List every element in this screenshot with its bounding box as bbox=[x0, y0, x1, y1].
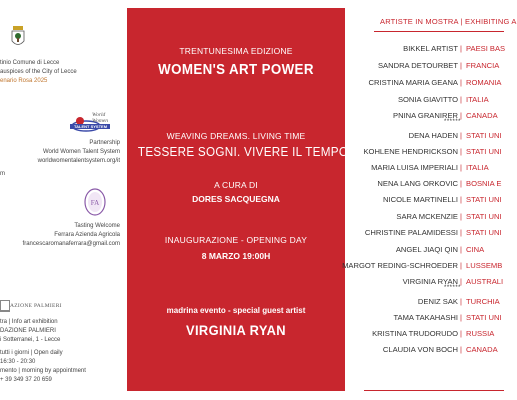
patronage-line-1: tinio Comune di Lecce bbox=[0, 60, 60, 66]
artist-separator: | bbox=[460, 44, 462, 53]
artist-country: LUSSEMB bbox=[466, 261, 503, 270]
artist-country: CANADA bbox=[466, 111, 498, 120]
venue-line-1: tra | Info art exhibition bbox=[0, 319, 58, 325]
artist-name: KRISTINA TRUDORUDO bbox=[372, 329, 458, 338]
opening-date: 8 MARZO 19:00H bbox=[201, 251, 271, 261]
hours-line-2: 16:30 - 20:30 bbox=[0, 359, 36, 365]
artist-country: STATI UNI bbox=[466, 313, 502, 322]
artist-row bbox=[346, 95, 495, 109]
artist-row bbox=[346, 297, 500, 311]
artist-separator: | bbox=[460, 277, 462, 286]
artist-row bbox=[346, 163, 495, 177]
tasting-name: Ferrara Azienda Agricola bbox=[54, 232, 120, 238]
artist-separator: | bbox=[460, 212, 462, 221]
palmieri-logo-text: AZIONE PALMIERI bbox=[10, 303, 62, 309]
artist-row bbox=[346, 131, 502, 145]
exhibition-title: WOMEN'S ART POWER bbox=[158, 62, 314, 78]
artist-row bbox=[346, 111, 498, 125]
artist-separator: | bbox=[460, 163, 462, 172]
artist-separator: | bbox=[460, 147, 462, 156]
artist-name: DENIZ SAK bbox=[417, 297, 458, 306]
wwts-logo bbox=[66, 112, 120, 134]
artists-header: ARTISTE IN MOSTRA | EXHIBITING A bbox=[380, 17, 517, 26]
edition-label: TRENTUNESIMA EDIZIONE bbox=[179, 46, 293, 56]
artist-name: ANGEL JIAQI QIN bbox=[395, 245, 458, 254]
subtitle-it: TESSERE SOGNI. VIVERE IL TEMPO bbox=[137, 144, 349, 159]
contact-phone: + 39 349 37 20 659 bbox=[0, 377, 52, 383]
artist-row bbox=[346, 329, 495, 343]
artist-country: FRANCIA bbox=[466, 61, 500, 70]
artist-row bbox=[346, 179, 502, 193]
artist-row bbox=[346, 195, 502, 209]
artist-row bbox=[346, 78, 502, 92]
tasting-label: Tasting Welcome bbox=[74, 223, 120, 229]
artist-name: DENA HADEN bbox=[408, 131, 458, 140]
venue-line-2: DAZIONE PALMIERI bbox=[0, 328, 56, 334]
right-panel bbox=[342, 0, 517, 400]
center-panel bbox=[127, 8, 349, 391]
artist-country: BOSNIA E bbox=[466, 179, 502, 188]
guest-label: madrina evento - special guest artist bbox=[166, 306, 306, 315]
svg-text:FA: FA bbox=[90, 199, 100, 207]
tasting-email[interactable]: francescaromanaferrara@gmail.com bbox=[22, 241, 120, 247]
artist-name: VIRGINIA RYAN bbox=[402, 277, 458, 286]
artist-separator: | bbox=[460, 313, 462, 322]
artist-name: SARA MCKENZIE bbox=[396, 212, 458, 221]
subtitle-en: WEAVING DREAMS. LIVING TIME bbox=[166, 131, 306, 141]
patronage-line-2: auspices of the City of Lecce bbox=[0, 69, 77, 75]
artist-name: KOHLENE HENDRICKSON bbox=[363, 147, 458, 156]
palmieri-logo bbox=[0, 300, 62, 312]
artist-country: ROMANIA bbox=[466, 78, 502, 87]
tasting-logo-icon bbox=[84, 188, 106, 216]
artist-country: ITALIA bbox=[466, 95, 489, 104]
partnership-url[interactable]: worldwomentalentsystem.org/it bbox=[37, 158, 120, 164]
header-divider bbox=[374, 31, 504, 32]
artist-country: TURCHIA bbox=[466, 297, 500, 306]
artist-separator: | bbox=[460, 61, 462, 70]
venue-line-3: i Sotterranei, 1 - Lecce bbox=[0, 337, 61, 343]
artist-name: CRISTINA MARIA GEANA bbox=[368, 78, 458, 87]
artist-name: BIKKEL ARTIST bbox=[403, 44, 458, 53]
artist-country: CANADA bbox=[466, 345, 498, 354]
artist-separator: | bbox=[460, 78, 462, 87]
partnership-label: Partnership bbox=[89, 140, 120, 146]
artist-row bbox=[346, 61, 500, 75]
hours-line-1: tutti i giorni | Open daily bbox=[0, 350, 63, 356]
artist-row bbox=[346, 228, 502, 242]
artist-country: STATI UNI bbox=[466, 147, 502, 156]
artist-row bbox=[346, 313, 502, 327]
artist-country: RUSSIA bbox=[466, 329, 495, 338]
artist-name: SANDRA DETOURBET bbox=[377, 61, 458, 70]
partnership-name: World Women Talent System bbox=[42, 149, 120, 155]
stars-divider-1: ****** bbox=[444, 119, 462, 125]
stars-divider-2: ****** bbox=[444, 285, 462, 291]
artist-separator: | bbox=[460, 111, 462, 120]
opening-label: INAUGURAZIONE - OPENING DAY bbox=[164, 235, 308, 245]
artist-row bbox=[346, 277, 504, 291]
artist-separator: | bbox=[460, 95, 462, 104]
wwts-logo-sub: TALENT SYSTEM bbox=[74, 124, 108, 129]
artist-separator: | bbox=[460, 179, 462, 188]
artist-country: STATI UNI bbox=[466, 228, 502, 237]
artist-row bbox=[346, 345, 498, 359]
lecce-crest-icon bbox=[10, 26, 26, 50]
artist-row bbox=[346, 245, 495, 259]
artist-separator: | bbox=[460, 245, 462, 254]
left-panel bbox=[0, 0, 126, 400]
hours-line-3: mento | morning by appointment bbox=[0, 368, 86, 374]
artist-country: STATI UNI bbox=[466, 131, 502, 140]
artist-separator: | bbox=[460, 261, 462, 270]
artist-country: CINA bbox=[466, 245, 485, 254]
artist-row bbox=[342, 261, 503, 275]
artist-name: PNINA GRANIRER bbox=[393, 111, 458, 120]
artist-name: NENA LANG ORKOVIC bbox=[377, 179, 458, 188]
artist-name: CLAUDIA VON BOCH bbox=[382, 345, 458, 354]
artist-name: TAMA TAKAHASHI bbox=[393, 313, 458, 322]
artist-name: CHRISTINE PALAMIDESSI bbox=[364, 228, 458, 237]
artist-separator: | bbox=[460, 228, 462, 237]
artist-separator: | bbox=[460, 297, 462, 306]
artist-country: PAESI BAS bbox=[466, 44, 506, 53]
left-partial-m: m bbox=[0, 171, 5, 177]
artist-country: STATI UNI bbox=[466, 212, 502, 221]
guest-name: VIRGINIA RYAN bbox=[186, 322, 286, 338]
artist-country: STATI UNI bbox=[466, 195, 502, 204]
artist-country: AUSTRALI bbox=[466, 277, 504, 286]
artist-row bbox=[346, 44, 506, 58]
artist-name: SONIA GIAVITTO bbox=[397, 95, 458, 104]
patronage-line-3: enario Rosa 2025 bbox=[0, 78, 48, 84]
curator-label: A CURA DI bbox=[214, 180, 258, 190]
artist-separator: | bbox=[460, 345, 462, 354]
curator-name: DORES SACQUEGNA bbox=[192, 194, 280, 204]
artist-separator: | bbox=[460, 195, 462, 204]
artist-name: NICOLE MARTINELLI bbox=[383, 195, 458, 204]
artist-country: ITALIA bbox=[466, 163, 489, 172]
artist-separator: | bbox=[460, 131, 462, 140]
artist-separator: | bbox=[460, 329, 462, 338]
bottom-divider bbox=[364, 390, 504, 391]
building-icon bbox=[0, 300, 10, 312]
artist-name: MARGOT REDING-SCHROEDER bbox=[342, 261, 458, 270]
artist-row bbox=[346, 212, 502, 226]
wwts-logo-text: World Women bbox=[92, 112, 108, 124]
artist-name: MARIA LUISA IMPERIALI bbox=[371, 163, 458, 172]
artist-row bbox=[346, 147, 502, 161]
